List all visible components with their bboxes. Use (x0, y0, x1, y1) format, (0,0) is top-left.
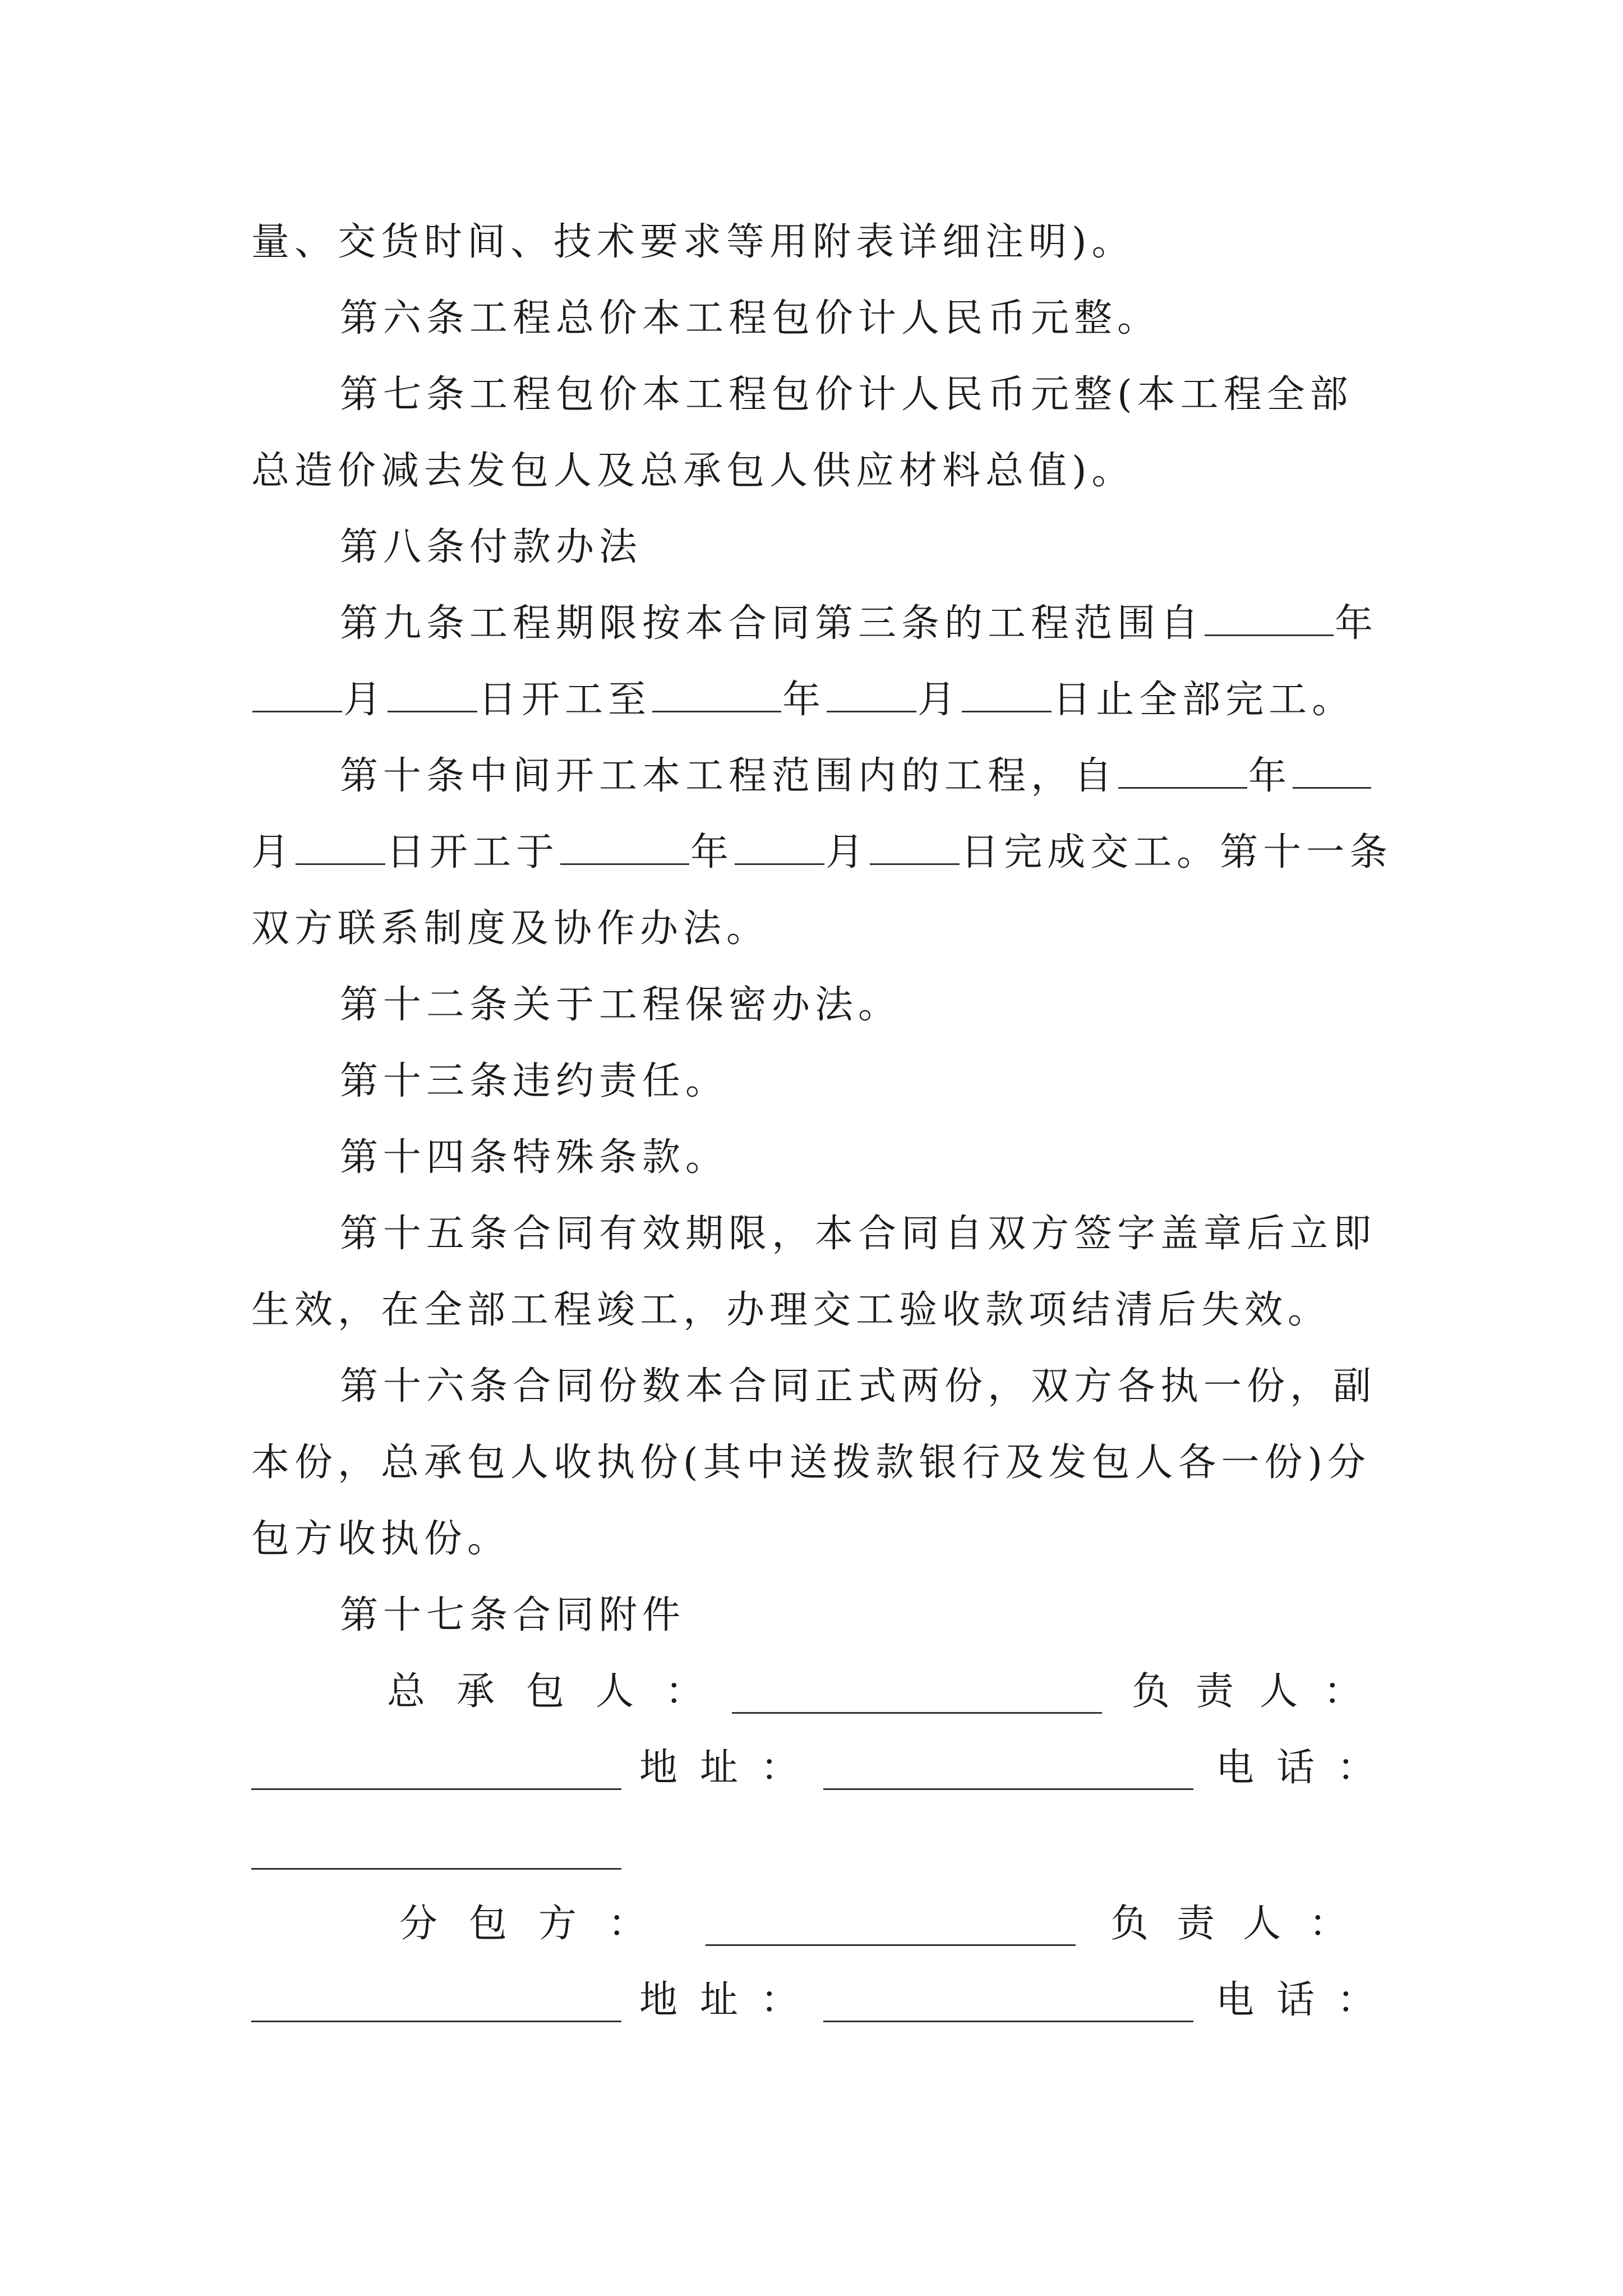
general-contractor-label: 总承包人： (387, 1669, 735, 1714)
address-blank (823, 2021, 1193, 2022)
address-label: 地址： (639, 1978, 822, 2022)
article-14: 第十四条特殊条款。 (340, 1135, 729, 1180)
month-label: 月 (917, 678, 961, 722)
article-8: 第八条付款办法 (340, 525, 643, 569)
subcontractor-blank (706, 1944, 1076, 1946)
day-blank (962, 706, 1052, 712)
month-blank (1293, 783, 1371, 789)
month-blank (735, 859, 824, 865)
month-label: 月 (343, 678, 387, 722)
paragraph-line: 量、交货时间、技术要求等用附表详细注明)。 (251, 220, 1135, 264)
day-blank (296, 859, 385, 865)
month-label: 月 (251, 830, 295, 875)
day-blank (388, 706, 477, 712)
article-7-line-2: 总造价减去发包人及总承包人供应材料总值)。 (251, 449, 1135, 493)
month-blank (827, 706, 916, 712)
year-blank (1118, 783, 1247, 789)
month-blank (252, 706, 342, 712)
address-blank (823, 1788, 1193, 1790)
phone-label: 电话： (1216, 1746, 1398, 1790)
article-7-line-1: 第七条工程包价本工程包价计人民币元整(本工程全部 (340, 372, 1353, 417)
article-12: 第十二条关于工程保密办法。 (340, 983, 902, 1027)
article-10-text: 第十条中间开工本工程范围内的工程，自 (340, 754, 1118, 798)
article-9-line-2 (251, 673, 1390, 727)
year-blank (1205, 630, 1334, 636)
responsible-person-blank (251, 1788, 621, 1790)
general-contractor-blank (732, 1712, 1102, 1714)
end-label: 日止全部完工。 (1053, 678, 1355, 722)
article-16-line-3: 包方收执份。 (251, 1517, 511, 1561)
responsible-person-blank (251, 2021, 621, 2022)
article-13: 第十三条违约责任。 (340, 1059, 729, 1103)
article-9-text: 第九条工程期限按本合同第三条的工程范围自 (340, 601, 1204, 646)
responsible-person-label: 负责人： (1132, 1669, 1388, 1714)
party-label-row (387, 1665, 970, 1719)
year-label: 年 (1335, 601, 1378, 646)
year-label: 年 (1248, 754, 1292, 798)
article-16-line-1: 第十六条合同份数本合同正式两份，双方各执一份，副 (340, 1364, 1377, 1409)
year-label: 年 (782, 678, 826, 722)
article-17: 第十七条合同附件 (340, 1593, 686, 1637)
article-16-line-2: 本份，总承包人收执份(其中送拨款银行及发包人各一份)分 (251, 1441, 1371, 1485)
phone-label: 电话： (1216, 1978, 1398, 2022)
article-9-line-1 (340, 597, 1390, 651)
responsible-person-label: 负责人： (1110, 1902, 1376, 1946)
address-label: 地址： (639, 1746, 822, 1790)
month-label: 月 (826, 830, 869, 875)
article-10-line-2 (251, 826, 1393, 880)
article-11-line: 双方联系制度及协作办法。 (251, 907, 770, 951)
start-label: 日开工至 (478, 678, 652, 722)
article-15-line-2: 生效，在全部工程竣工，办理交工验收款项结清后失效。 (251, 1288, 1331, 1332)
day-blank (870, 859, 960, 865)
year-label: 年 (690, 830, 734, 875)
start-label: 日开工于 (386, 830, 560, 875)
phone-blank (251, 1868, 621, 1870)
article-10-line-1 (340, 749, 1390, 803)
year-blank (560, 859, 689, 865)
subcontractor-label: 分包方： (399, 1902, 678, 1946)
year-blank (652, 706, 781, 712)
article-15-line-1: 第十五条合同有效期限，本合同自双方签字盖章后立即 (340, 1212, 1377, 1256)
article-6: 第六条工程总价本工程包价计人民币元整。 (340, 296, 1161, 341)
complete-label: 日完成交工。第十一条 (961, 830, 1393, 875)
